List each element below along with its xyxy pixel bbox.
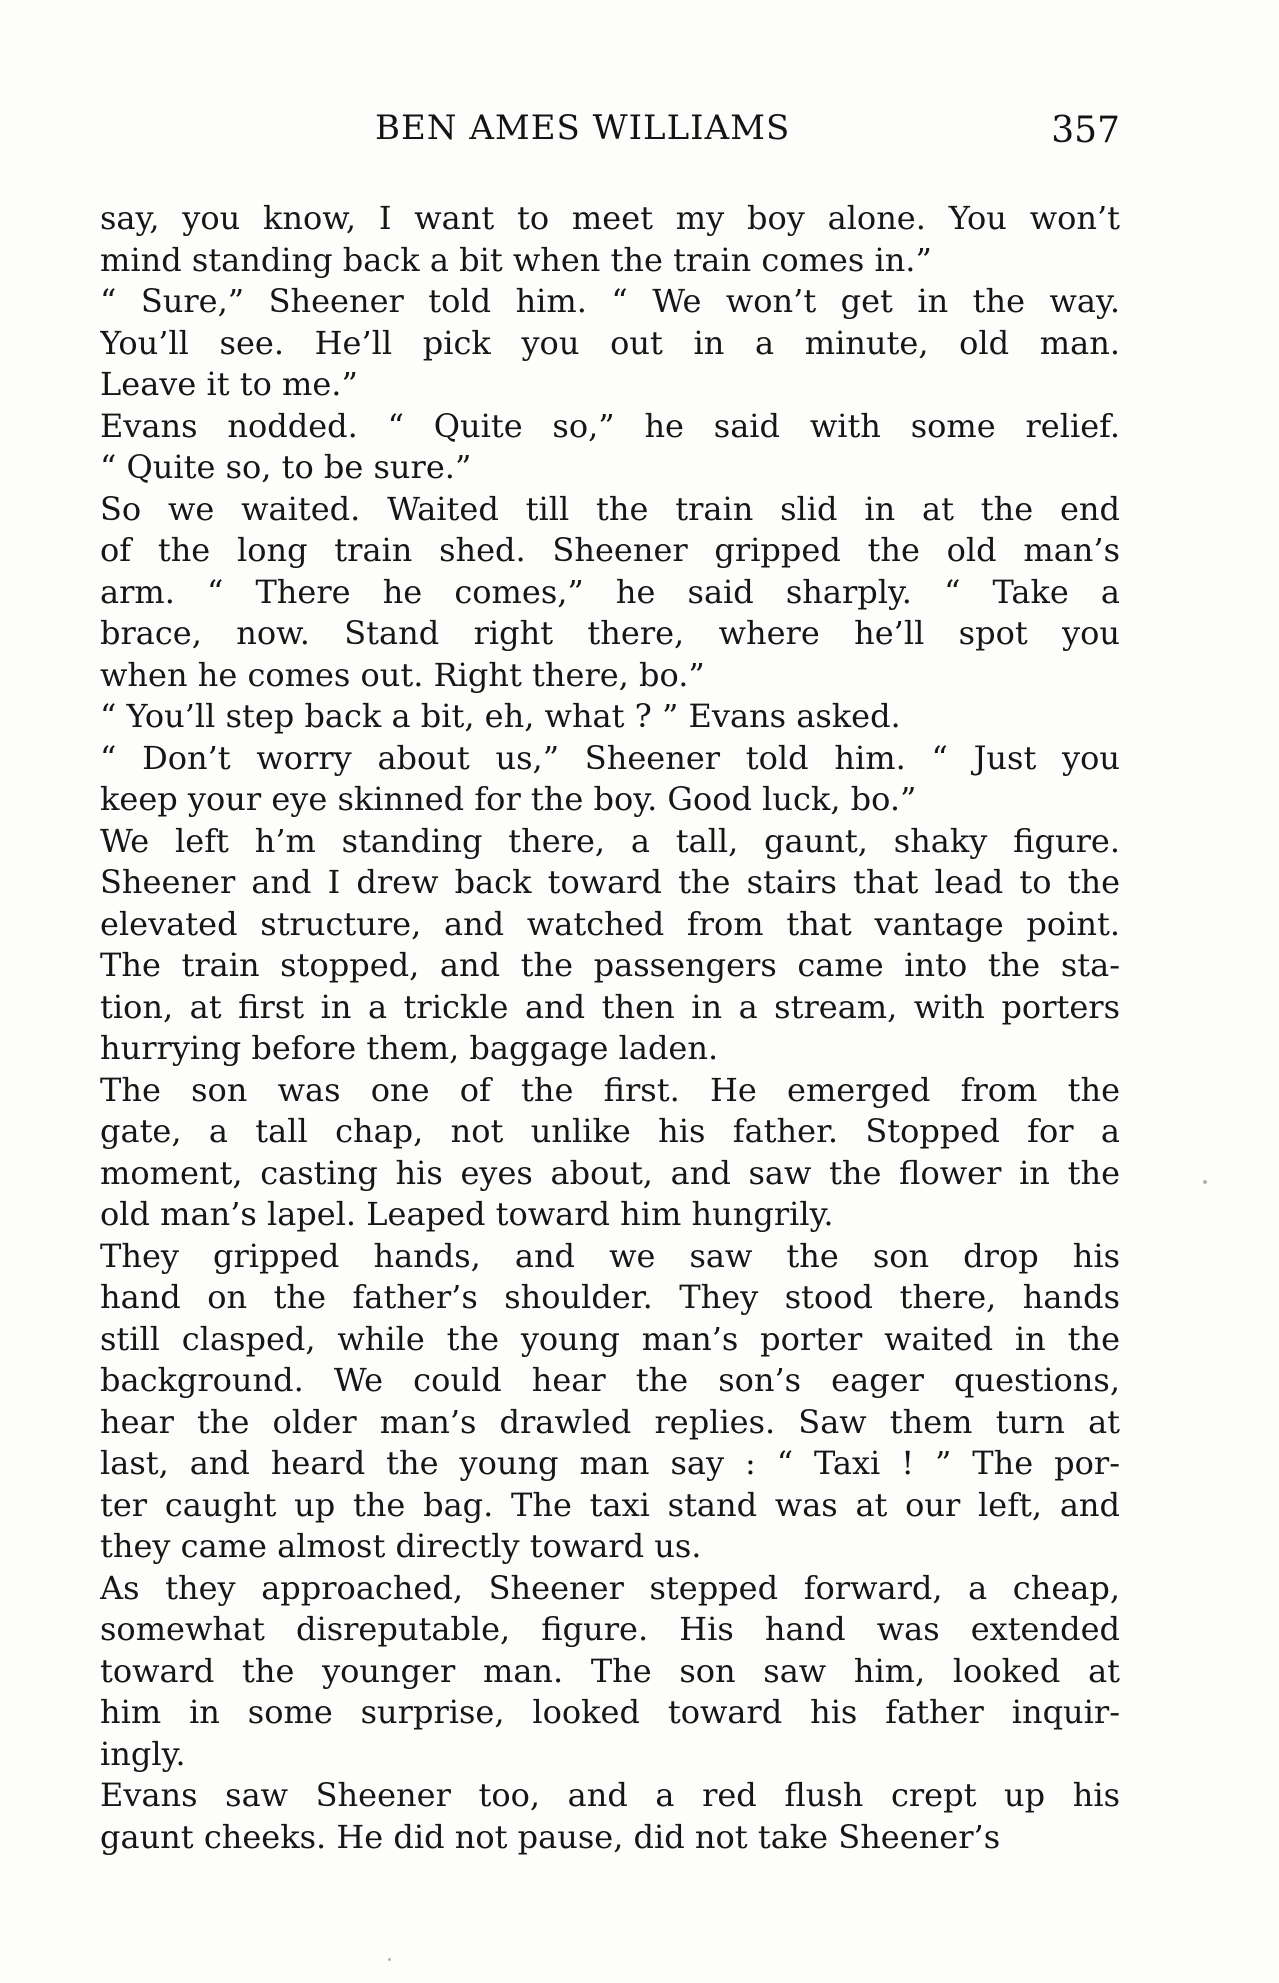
text-line: You’ll see. He’ll pick you out in a minute, old man. — [100, 323, 1120, 362]
body-text — [100, 198, 1120, 1858]
text-line: gaunt cheeks. He did not pause, did not take Sheener’s — [100, 1817, 1001, 1856]
text-line: brace, now. Stand right there, where he’ll spot you — [100, 614, 1120, 652]
text-line: last, and heard the young man say : “ Taxi ! ” The por- — [100, 1444, 1120, 1482]
text-line: hurrying before them, baggage laden. — [100, 1029, 719, 1067]
text-line: toward the younger man. The son saw him, looked at — [100, 1651, 1120, 1690]
text-line: elevated structure, and watched from that vantage point. — [100, 904, 1120, 943]
text-line: So we waited. Waited till the train slid in at the end — [100, 489, 1120, 528]
paper-speck — [1203, 1180, 1207, 1184]
text-line: mind standing back a bit when the train comes in.” — [100, 240, 932, 279]
text-line: somewhat disreputable, figure. His hand was extended — [100, 1610, 1120, 1648]
text-line: hand on the father’s shoulder. They stood there, hands — [100, 1278, 1120, 1316]
text-line: say, you know, I want to meet my boy alone. You won’t — [100, 199, 1120, 237]
text-line: ter caught up the bag. The taxi stand was at our left, and — [100, 1485, 1120, 1524]
text-line: hear the older man’s drawled replies. Saw them turn at — [100, 1402, 1120, 1441]
text-line: still clasped, while the young man’s porter waited in the — [100, 1319, 1120, 1358]
text-line: They gripped hands, and we saw the son drop his — [100, 1236, 1120, 1275]
text-line: tion, at first in a trickle and then in a stream, with porters — [100, 987, 1120, 1026]
text-line: ingly. — [100, 1734, 186, 1773]
text-line: of the long train shed. Sheener gripped the old man’s — [100, 531, 1120, 569]
text-line: We left h’m standing there, a tall, gaunt, shaky figure. — [100, 821, 1120, 860]
text-line: Evans nodded. “ Quite so,” he said with some relief. — [100, 406, 1120, 445]
text-line: Leave it to me.” — [100, 365, 358, 403]
text-line: “ Sure,” Sheener told him. “ We won’t get in the way. — [100, 282, 1120, 320]
text-line: The son was one of the first. He emerged from the — [100, 1070, 1120, 1109]
text-line: gate, a tall chap, not unlike his father. Stopped for a — [100, 1112, 1120, 1150]
text-line: Sheener and I drew back toward the stairs that lead to the — [100, 863, 1120, 901]
text-line: The train stopped, and the passengers came into the sta- — [100, 946, 1120, 984]
text-line: arm. “ There he comes,” he said sharply. “ Take a — [100, 572, 1120, 611]
text-line: “ Quite so, to be sure.” — [100, 448, 472, 486]
page-number: 357 — [1051, 110, 1120, 151]
text-line: background. We could hear the son’s eager questions, — [100, 1361, 1120, 1399]
text-line: keep your eye skinned for the boy. Good luck, bo.” — [100, 780, 917, 818]
text-line: him in some surprise, looked toward his father inquir- — [100, 1693, 1120, 1731]
text-line: As they approached, Sheener stepped forward, a cheap, — [100, 1568, 1120, 1607]
text-line: Evans saw Sheener too, and a red flush crept up his — [100, 1776, 1120, 1814]
text-line: they came almost directly toward us. — [100, 1527, 702, 1565]
text-line: when he comes out. Right there, bo.” — [100, 655, 705, 694]
running-title: BEN AMES WILLIAMS — [375, 108, 791, 148]
text-line: “ Don’t worry about us,” Sheener told him. “ Just you — [100, 738, 1120, 777]
text-line: “ You’ll step back a bit, eh, what ? ” Evans asked. — [100, 697, 901, 735]
text-line: moment, casting his eyes about, and saw the flower in the — [100, 1153, 1120, 1192]
running-head — [100, 108, 1120, 158]
paper-speck — [388, 1958, 391, 1961]
text-line: old man’s lapel. Leaped toward him hungrily. — [100, 1195, 834, 1233]
